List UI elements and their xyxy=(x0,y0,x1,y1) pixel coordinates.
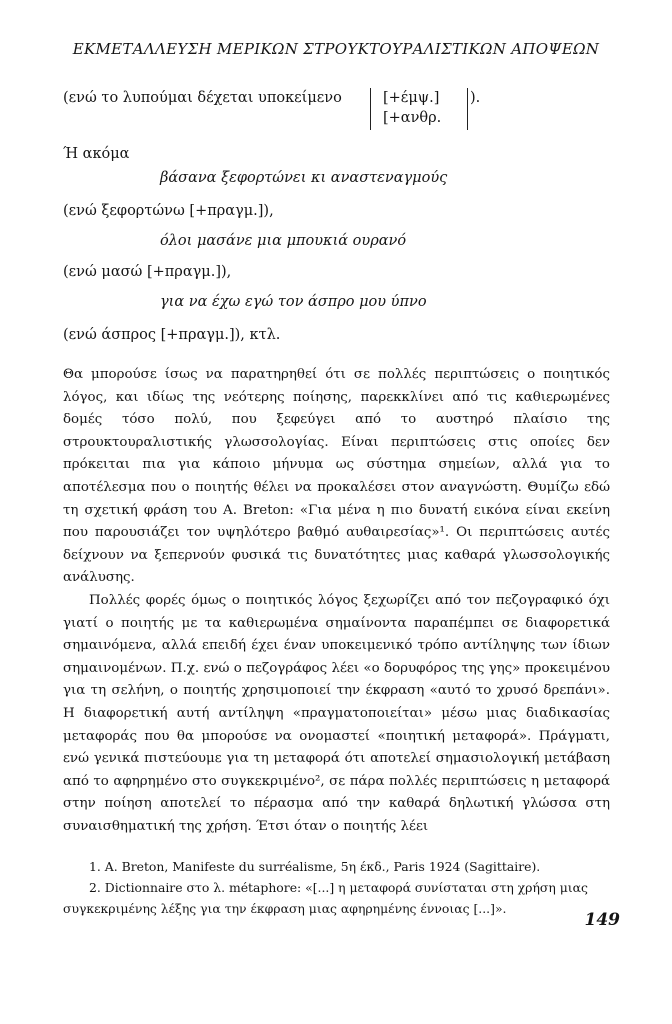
verse-line-3: για να έχω εγώ τον άσπρο μου ύπνο xyxy=(160,294,427,310)
verse-line-2: όλοι μασάνε μια μπουκιά ουρανό xyxy=(160,233,407,249)
feature-top: [+έμψ.] xyxy=(383,90,440,106)
example-line-1-close: ). xyxy=(470,90,481,106)
gloss-line-1: (ενώ ξεφορτώνω [+πραγμ.]), xyxy=(63,203,274,219)
gloss-line-3: (ενώ άσπρος [+πραγμ.]), κτλ. xyxy=(63,327,281,343)
footnotes xyxy=(63,856,613,919)
footnote-2: 2. Dictionnaire στο λ. métaphore: «[...] η μεταφορά συνίσταται στη χρήση μιας συγκεκριμένης λέξης για την έκφραση μιας αφηρημένης έννοιας [...]». xyxy=(63,880,588,916)
paragraph-1: Θα μπορούσε ίσως να παρατηρηθεί ότι σε πολλές περιπτώσεις ο ποιητικός λόγος, και ιδίως της νεότερης ποίησης, παρεκκλίνει από τις καθιερωμένες δομές τόσο πολύ, που ξεφεύγει από το αυστηρό πλαίσιο της στρουκτουραλιστικής γλωσσολογίας. Είναι περιπτώσεις στις οποίες δεν πρόκειται πια για κάποιο μήνυμα ως σύστημα σημείων, αλλά για το αποτέλεσμα που ο ποιητής θέλει να προκαλέσει στον αναγνώστη. Θυμίζω εδώ τη σχετική φράση του A. Breton: «Για μένα η πιο δυνατή εικόνα είναι εκείνη που παρουσιάζει τον υψηλότερο βαθμό αυθαιρεσίας»¹. Οι περιπτώσεις αυτές δείχνουν να ξεπερνούν φυσικά τις δυνατότητες μιας καθαρά γλωσσολογικής ανάλυσης. xyxy=(63,367,610,586)
akoma-label: Ή ακόμα xyxy=(63,146,130,162)
feature-matrix xyxy=(370,88,468,130)
running-head: ΕΚΜΕΤΑΛΛΕΥΣΗ ΜΕΡΙΚΩΝ ΣΤΡΟΥΚΤΟΥΡΑΛΙΣΤΙΚΩΝ ΑΠΟΨΕΩΝ xyxy=(72,40,600,58)
example-line-1: (ενώ το λυπούμαι δέχεται υποκείμενο xyxy=(63,90,342,106)
verse-line-1: βάσανα ξεφορτώνει κι αναστεναγμούς xyxy=(160,170,448,186)
paragraph-2: Πολλές φορές όμως ο ποιητικός λόγος ξεχωρίζει από τον πεζογραφικό όχι γιατί ο ποιητής με τα καθιερωμένα σημαίνοντα παραπέμπει σε διαφορετικά σημαινόμενα, αλλά επειδή έχει έναν υποκειμενικό τρόπο αντίληψης των ίδιων σημαινομένων. Π.χ. ενώ ο πεζογράφος λέει «ο δορυφόρος της γης» προκειμένου για τη σελήνη, ο ποιητής χρησιμοποιεί την έκφραση «αυτό το χρυσό δρεπάνι». Η διαφορετική αυτή αντίληψη «πραγματοποιείται» μέσω μιας διαδικασίας μεταφοράς που θα μπορούσε να ονομαστεί «ποιητική μεταφορά». Πράγματι, ενώ γενικά πιστεύουμε για τη μεταφορά ότι αποτελεί σημασιολογική μετάβαση από το αφηρημένο στο συγκεκριμένο², σε πάρα πολλές περιπτώσεις η μεταφορά στην ποίηση αποτελεί το πέρασμα από την καθαρά δηλωτική γλώσσα στη συναισθηματική της χρήση. Έτσι όταν ο ποιητής λέει xyxy=(63,592,610,834)
gloss-line-2: (ενώ μασώ [+πραγμ.]), xyxy=(63,264,232,280)
body-text xyxy=(63,364,610,838)
page-number: 149 xyxy=(584,910,620,930)
footnote-1: 1. A. Breton, Manifeste du surréalisme, 5η έκδ., Paris 1924 (Sagittaire). xyxy=(89,859,541,874)
feature-bottom: [+ανθρ. xyxy=(383,110,442,126)
